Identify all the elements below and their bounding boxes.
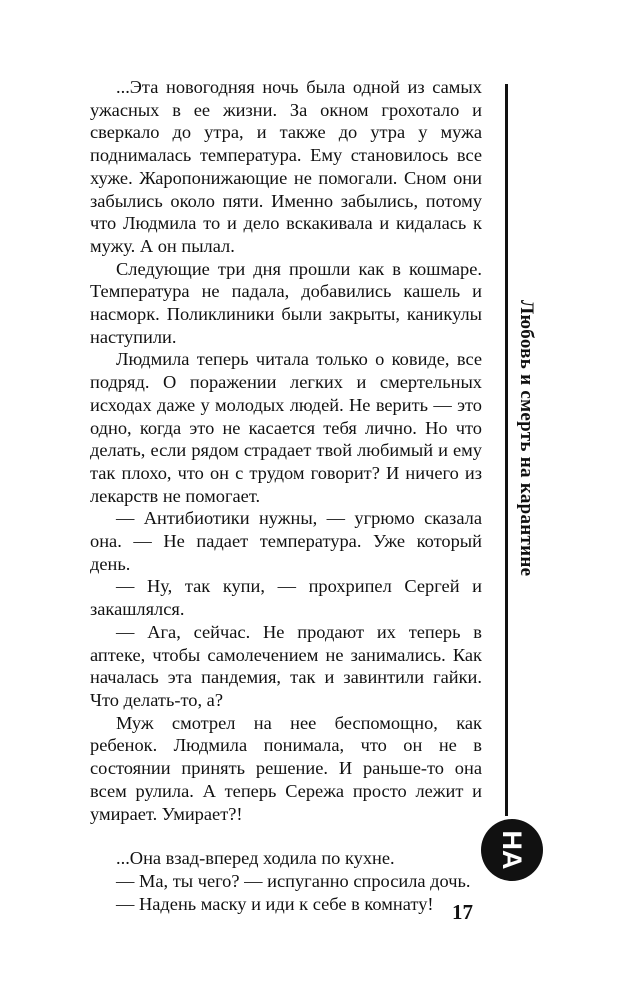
paragraph-10: — Надень маску и иди к себе в комнату! [116,893,434,914]
logo-text: НА [497,830,527,870]
section-break [90,825,482,847]
page-number: 17 [452,900,473,924]
paragraph-9: — Ма, ты чего? — испуганно спросила дочь. [116,870,471,891]
paragraph-4: — Антибиотики нужны, — угрюмо сказала она. — Не падает температура. Уже который день. [90,508,482,574]
side-rule [505,84,508,816]
publisher-logo-icon [480,818,544,882]
running-title: Любовь и смерть на карантине [516,300,537,577]
paragraph-1: ...Эта новогодняя ночь была одной из самых ужасных в ее жизни. За окном грохотало и сверкало до утра, и также до утра у мужа поднималась температура. Ему становилось все хуже. Жаропонижающие не помогали. Сном они забылись около пяти. Именно забылись, потому что Людмила то и дело вскакивала и кидалась к мужу. А он пылал. [90,77,482,256]
body-text [90,76,482,915]
paragraph-3: Людмила теперь читала только о ковиде, все подряд. О поражении легких и смертельных исходах даже у молодых людей. Не верить — это одно, когда это не касается тебя лично. Но что делать, если рядом страдает твой любимый и ему так плохо, что он с трудом говорит? И ничего из лекарств не помогает. [90,349,482,506]
paragraph-5: — Ну, так купи, — прохрипел Сергей и закашлялся. [90,576,482,620]
paragraph-7: Муж смотрел на нее беспомощно, как ребенок. Людмила понимала, что он не в состоянии принять решение. И раньше-то она всем рулила. А теперь Сережа просто лежит и умирает. Умирает?! [90,712,482,824]
paragraph-6: — Ага, сейчас. Не продают их теперь в аптеке, чтобы самолечением не занимались. Как началась эта пандемия, так и завинтили гайки. Что делать-то, а? [90,621,482,710]
paragraph-8: ...Она взад-вперед ходила по кухне. [116,848,395,869]
paragraph-2: Следующие три дня прошли как в кошмаре. Температура не падала, добавились кашель и насморк. Поликлиники были закрыты, каникулы наступили. [90,258,482,347]
